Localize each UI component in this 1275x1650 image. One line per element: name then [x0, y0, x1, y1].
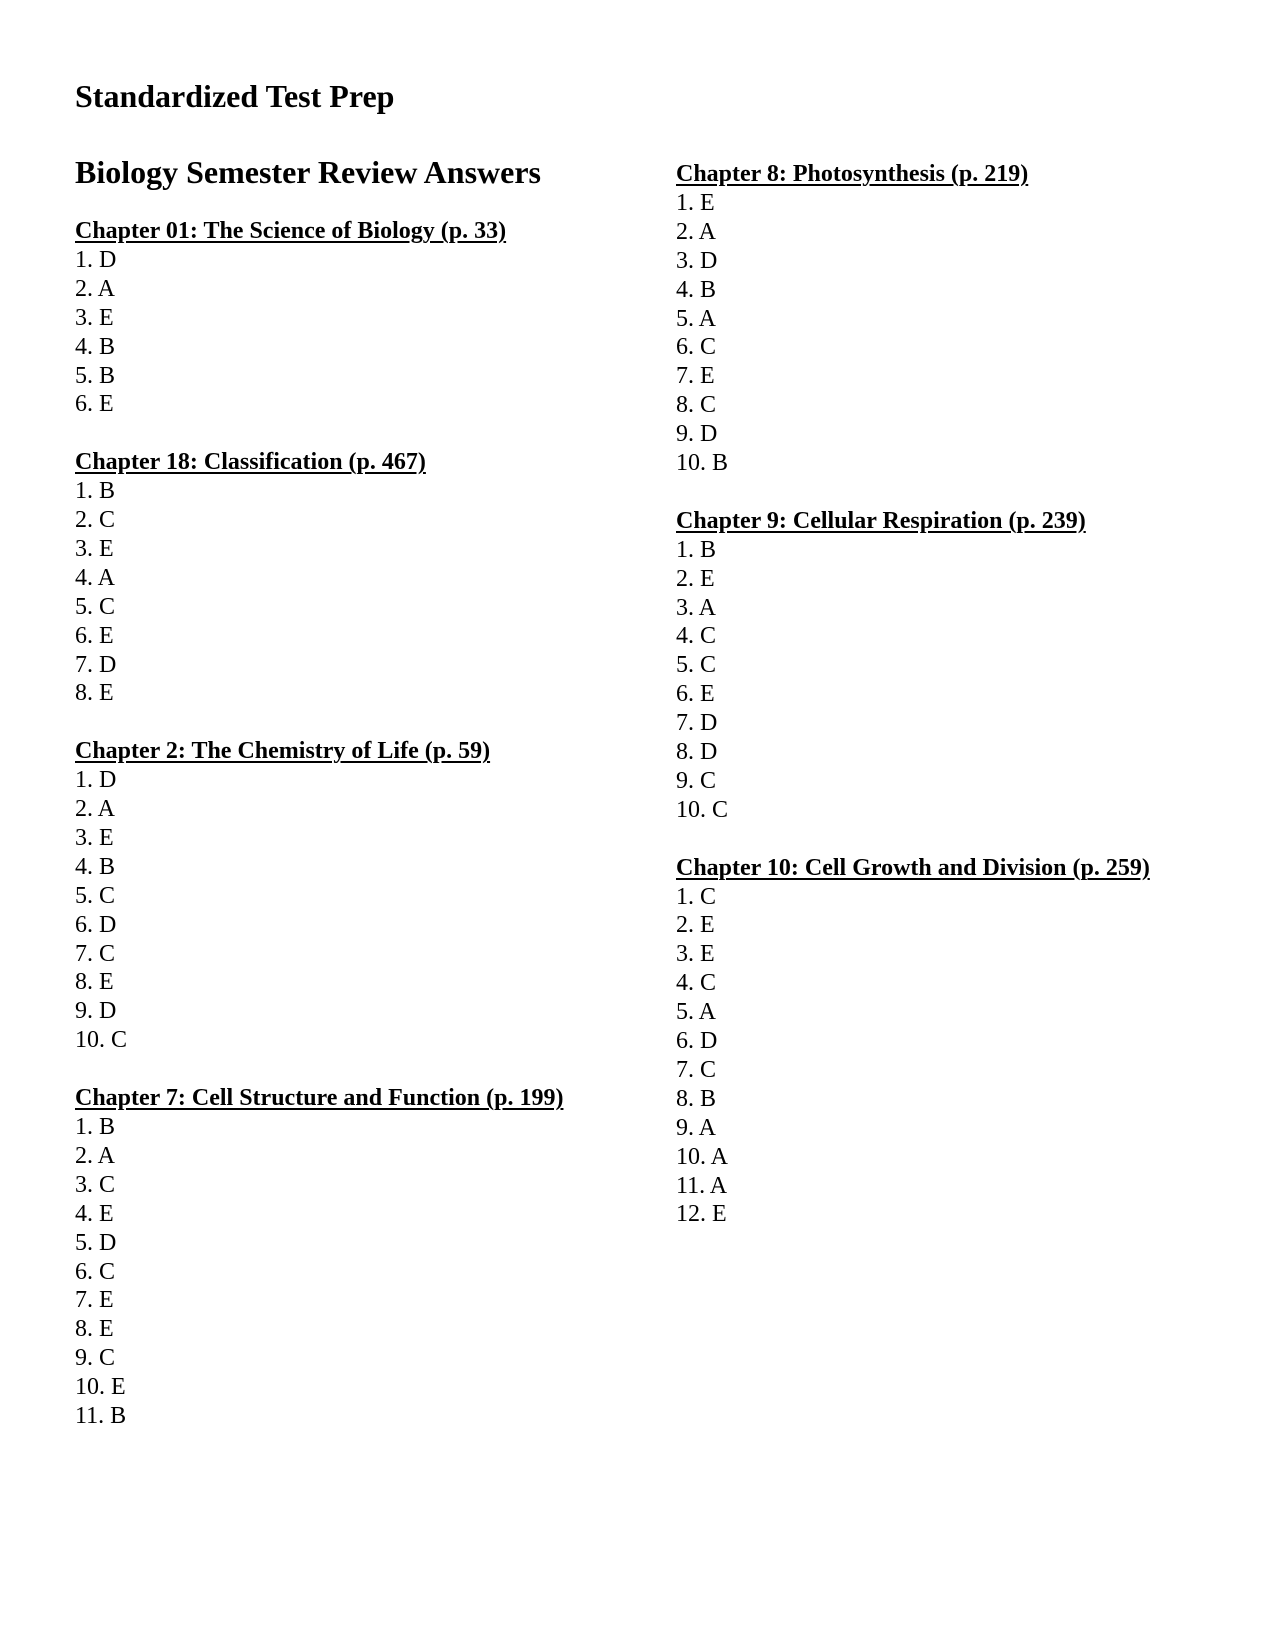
answer-item: 8. B	[676, 1085, 717, 1112]
answer-list	[75, 766, 635, 1055]
answer-item: 10. B	[676, 450, 729, 477]
answer-item: 4. B	[75, 333, 116, 360]
answer-item: 9. D	[676, 421, 718, 448]
answer-item: 6. C	[75, 1258, 116, 1285]
answer-item: 7. E	[676, 363, 715, 390]
answer-item: 3. C	[75, 1171, 116, 1198]
answer-item: 4. E	[75, 1200, 114, 1227]
answer-item: 5. B	[75, 362, 116, 389]
answer-item: 3. E	[75, 304, 114, 331]
section-spacer	[676, 825, 1236, 854]
answer-item: 1. B	[676, 536, 717, 563]
chapter-heading: Chapter 10: Cell Growth and Division (p. 259)	[676, 854, 1150, 881]
left-section-3	[75, 737, 635, 1055]
answer-item: 6. E	[75, 622, 114, 649]
answer-item: 3. E	[75, 536, 114, 563]
answer-item: 5. C	[75, 593, 116, 620]
answer-item: 9. C	[75, 1345, 116, 1372]
left-column	[75, 217, 635, 1431]
answer-item: 8. E	[75, 1316, 114, 1343]
answer-item: 12. E	[676, 1201, 727, 1228]
answer-list	[75, 477, 635, 708]
answer-item: 5. C	[75, 882, 116, 909]
answer-item: 7. C	[676, 1056, 717, 1083]
answer-list	[676, 883, 1236, 1230]
answer-item: 6. D	[75, 911, 117, 938]
answer-item: 1. B	[75, 1114, 116, 1141]
chapter-heading: Chapter 8: Photosynthesis (p. 219)	[676, 161, 1029, 187]
section-spacer	[75, 1055, 635, 1084]
answer-item: 6. D	[676, 1028, 718, 1055]
answer-item: 9. D	[75, 998, 117, 1025]
answer-item: 1. B	[75, 478, 116, 505]
answer-item: 5. D	[75, 1229, 117, 1256]
answer-item: 2. E	[676, 912, 715, 939]
answer-item: 4. C	[676, 970, 717, 997]
answer-item: 9. A	[676, 1114, 717, 1141]
answer-item: 10. E	[75, 1374, 126, 1401]
answer-item: 6. E	[676, 681, 715, 708]
answer-item: 11. A	[676, 1172, 728, 1199]
document-title: Biology Semester Review Answers	[75, 154, 541, 190]
answer-item: 3. E	[676, 941, 715, 968]
answer-item: 6. C	[676, 334, 717, 361]
section-spacer	[676, 478, 1236, 507]
answer-item: 4. A	[75, 564, 116, 591]
answer-item: 1. D	[75, 767, 117, 794]
right-section-3	[676, 854, 1236, 1230]
answer-item: 2. C	[75, 507, 116, 534]
answer-item: 10. C	[75, 1027, 128, 1054]
section-spacer	[75, 419, 635, 448]
answer-item: 3. D	[676, 247, 718, 274]
answer-item: 8. E	[75, 969, 114, 996]
answer-item: 7. E	[75, 1287, 114, 1314]
answer-item: 7. C	[75, 940, 116, 967]
answer-item: 6. E	[75, 391, 114, 418]
answer-item: 2. A	[75, 1142, 116, 1169]
answer-item: 4. B	[75, 853, 116, 880]
answer-item: 5. C	[676, 652, 717, 679]
chapter-heading: Chapter 9: Cellular Respiration (p. 239)	[676, 507, 1086, 534]
page-title: Standardized Test Prep	[75, 78, 395, 114]
answer-item: 1. E	[676, 190, 715, 216]
answer-list	[676, 189, 1236, 478]
answer-item: 1. C	[676, 883, 717, 910]
left-section-1	[75, 217, 635, 419]
answer-item: 2. E	[676, 565, 715, 592]
right-section-1	[676, 160, 1236, 478]
answer-item: 10. C	[676, 796, 729, 823]
answer-item: 7. D	[75, 651, 117, 678]
left-section-2	[75, 448, 635, 708]
chapter-heading: Chapter 01: The Science of Biology (p. 33)	[75, 218, 507, 244]
answer-item: 4. B	[676, 276, 717, 303]
chapter-heading: Chapter 2: The Chemistry of Life (p. 59)	[75, 738, 491, 765]
answer-item: 5. A	[676, 305, 717, 332]
right-section-2	[676, 507, 1236, 825]
answer-item: 8. C	[676, 392, 717, 419]
answer-item: 4. C	[676, 623, 717, 650]
chapter-heading: Chapter 7: Cell Structure and Function (p. 199)	[75, 1085, 564, 1112]
answer-item: 2. A	[676, 218, 717, 245]
answer-item: 5. A	[676, 999, 717, 1026]
answer-item: 2. A	[75, 796, 116, 823]
answer-item: 3. A	[676, 594, 717, 621]
right-column	[676, 160, 1236, 1229]
answer-item: 11. B	[75, 1402, 127, 1429]
section-spacer	[75, 708, 635, 737]
chapter-heading: Chapter 18: Classification (p. 467)	[75, 449, 426, 476]
answer-item: 9. C	[676, 767, 717, 794]
answer-list	[75, 246, 635, 419]
answer-item: 2. A	[75, 275, 116, 302]
answer-item: 8. E	[75, 680, 114, 707]
answer-item: 3. E	[75, 825, 114, 852]
answer-list	[676, 536, 1236, 825]
answer-item: 8. D	[676, 739, 718, 766]
left-section-4	[75, 1084, 635, 1431]
answer-list	[75, 1113, 635, 1431]
answer-item: 10. A	[676, 1143, 729, 1170]
answer-item: 7. D	[676, 710, 718, 737]
answer-item: 1. D	[75, 247, 117, 273]
